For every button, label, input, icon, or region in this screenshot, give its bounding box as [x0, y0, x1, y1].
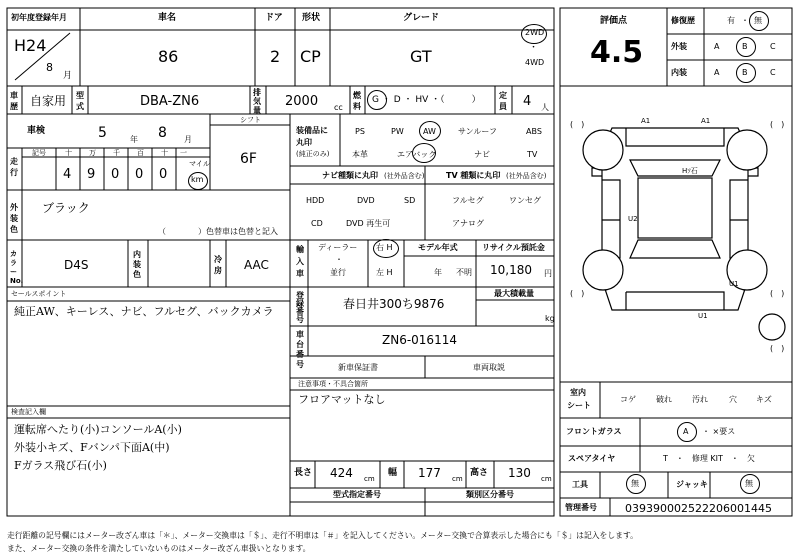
repair-label: 修復歴 — [671, 16, 695, 25]
equip-airbag: エアバック — [397, 150, 437, 159]
equip-sunroof: サンルーフ — [458, 127, 497, 136]
grade-value: GT — [410, 47, 432, 66]
tv-label: TV 種類に丸印 — [446, 171, 501, 180]
capacity-value: 4 — [523, 94, 532, 109]
first-reg-label: 初年度登録年月 — [11, 13, 67, 22]
km-unit: km — [191, 175, 204, 184]
navi-sd: SD — [404, 196, 416, 205]
navi-dvd: DVD — [357, 196, 375, 205]
damage-u1-rear: U1 — [698, 312, 708, 320]
tv-sub: (社外品含む) — [506, 172, 547, 180]
exterior-grade-label: 外装 — [671, 42, 687, 51]
mileage-label: 走行 — [10, 157, 18, 177]
equip-pw: PW — [391, 127, 404, 136]
shaken-year-unit: 年 — [130, 135, 138, 144]
max-load-label: 最大積載量 — [494, 289, 534, 298]
shaken-label: 車検 — [27, 126, 46, 136]
ext-grade-b: B — [742, 42, 748, 51]
capacity-unit: 人 — [541, 103, 549, 112]
int-grade-b: B — [742, 68, 748, 77]
import-dot: ・ — [335, 255, 343, 264]
door-label: ドア — [265, 13, 283, 23]
mileage-digit-3: 0 — [111, 167, 120, 182]
damage-a1-front-left: A1 — [641, 117, 651, 125]
model-value: DBA-ZN6 — [140, 94, 200, 109]
mile-label: マイル — [189, 160, 210, 168]
notes-label: 注意事項・不具合箇所 — [298, 380, 368, 388]
exterior-color: ブラック — [42, 201, 90, 215]
tire-fl-bracket: ( ) — [570, 120, 585, 129]
exterior-label: 外装色 — [10, 203, 18, 234]
tools-label: 工具 — [572, 480, 588, 489]
shaken-month: 8 — [158, 125, 167, 141]
grade-label: グレード — [403, 13, 440, 23]
inspector-line-3: Fガラス飛び石(小) — [14, 459, 107, 472]
inspector-line-1: 運転席へたり(小)コンソールA(小) — [14, 423, 182, 436]
shift-value: 6F — [240, 151, 257, 167]
chassis-label: 車台番号 — [296, 330, 304, 369]
tv-oneseg: ワンセグ — [509, 196, 541, 205]
digit-header-4: 百 — [137, 149, 144, 157]
navi-sub: (社外品含む) — [384, 172, 425, 180]
model-year-unit: 年 — [434, 268, 442, 277]
type-designation-label: 型式指定番号 — [333, 490, 381, 499]
capacity-label: 定員 — [499, 91, 507, 111]
car-name: 86 — [158, 47, 179, 66]
ext-grade-a: A — [714, 42, 720, 51]
max-load-kg: kg — [545, 314, 555, 323]
mileage-digit-4: 0 — [135, 167, 144, 182]
shaken-year: 5 — [98, 125, 107, 141]
shaken-month-unit: 月 — [184, 135, 192, 144]
usage-label: 車歴 — [10, 91, 18, 111]
length-unit: cm — [364, 475, 375, 483]
notes-text: フロアマットなし — [298, 393, 386, 406]
ac-value: AAC — [244, 258, 269, 272]
windshield-rest: ・ ×要ス — [702, 427, 736, 436]
interior-sheet-label-1: 室内 — [570, 388, 586, 397]
digit-header-5: 十 — [161, 149, 168, 157]
registration-number: 春日井300ち9876 — [343, 297, 445, 311]
sheet-burn: コゲ — [620, 395, 636, 404]
car-name-label: 車名 — [158, 13, 177, 23]
ac-label: 冷房 — [214, 255, 222, 275]
tire-fr-bracket: ( ) — [770, 120, 785, 129]
navi-hdd: HDD — [306, 196, 325, 205]
recycle-amount: 10,180 — [490, 263, 532, 277]
cc-unit: cc — [334, 103, 343, 112]
new-car-warranty: 新車保証書 — [338, 363, 378, 372]
model-year-label: モデル年式 — [418, 243, 458, 252]
shift-label: シフト — [240, 116, 261, 124]
height-unit: cm — [541, 475, 552, 483]
footer-note-1: 走行距離の記号欄にはメーター改ざん車は「＊」、メーター交換車は「＄」、走行不明車は「＃」を記入してください。メーター交換で合算表示した場合にも「＄」は記入をします。 — [7, 531, 638, 540]
equip-abs: ABS — [526, 127, 542, 136]
mileage-digit-2: 9 — [87, 167, 96, 182]
tv-analog: アナログ — [452, 219, 484, 228]
reg-month: 8 — [46, 61, 53, 74]
int-grade-a: A — [714, 68, 720, 77]
height-label: 高さ — [470, 468, 489, 478]
color-code: D4S — [64, 258, 89, 272]
interior-grade-label: 内装 — [671, 68, 687, 77]
chassis-number: ZN6-016114 — [382, 333, 457, 347]
mileage-digit-1: 4 — [63, 167, 72, 182]
jack-none: 無 — [745, 479, 753, 488]
length-label: 長さ — [294, 468, 313, 478]
vehicle-manual: 車両取説 — [473, 363, 505, 372]
mgmt-number-label: 管理番号 — [565, 503, 597, 512]
recycle-yen: 円 — [544, 269, 552, 278]
damage-u2: U2 — [628, 215, 638, 223]
equipment-label-3: (純正のみ) — [296, 150, 330, 158]
import-right: 右 H — [376, 243, 393, 252]
body-shape: CP — [300, 47, 321, 66]
windshield-label: フロントガラス — [566, 427, 622, 436]
interior-color-label: 内装色 — [133, 250, 141, 279]
sales-point-text: 純正AW、キーレス、ナビ、フルセグ、バックカメラ — [14, 305, 274, 318]
fuel-label: 燃料 — [353, 91, 361, 111]
windshield-a: A — [683, 427, 689, 436]
digit-header-3: 千 — [113, 149, 120, 157]
model-label: 型式 — [76, 91, 84, 111]
import-parallel: 並行 — [330, 268, 346, 277]
spare-tire-label: スペアタイヤ — [568, 454, 616, 463]
reg-era: H24 — [14, 36, 47, 55]
drive-dot: ・ — [529, 43, 539, 53]
navi-cd: CD — [311, 219, 323, 228]
int-grade-c: C — [770, 68, 776, 77]
damage-a1-front-right: A1 — [701, 117, 711, 125]
sales-point-label: セールスポイント — [11, 290, 67, 298]
sheet-hole: 穴 — [729, 395, 737, 404]
ext-grade-c: C — [770, 42, 776, 51]
import-label: 輸入車 — [296, 245, 304, 278]
fuel-options: G ・ D ・ HV ・（ ） — [372, 95, 481, 105]
import-left: 左 H — [376, 268, 393, 277]
reg-month-unit: 月 — [63, 71, 73, 81]
length-value: 424 — [330, 466, 353, 480]
repair-dot: ・ — [741, 16, 749, 25]
mileage-digit-5: 0 — [159, 167, 168, 182]
kigo-label: 記号 — [32, 149, 46, 157]
width-label: 幅 — [388, 468, 398, 478]
drive-4wd: 4WD — [525, 58, 545, 67]
model-year-unknown: 不明 — [456, 268, 472, 277]
sheet-stain: 汚れ — [692, 395, 708, 404]
sheet-tear: 破れ — [656, 395, 672, 404]
jack-label: ジャッキ — [676, 480, 708, 489]
drive-2wd: 2WD — [525, 28, 545, 37]
score-value: 4.5 — [590, 35, 644, 70]
displacement-value: 2000 — [285, 94, 319, 109]
import-dealer: ディーラー — [318, 243, 358, 252]
repair-none: 無 — [754, 16, 762, 25]
spare-tire-options: T ・ 修理 KIT ・ 欠 — [663, 454, 755, 463]
height-value: 130 — [508, 466, 531, 480]
score-label: 評価点 — [600, 16, 628, 26]
equip-ps: PS — [355, 127, 365, 136]
width-unit: cm — [452, 475, 463, 483]
equipment-label-1: 装備品に — [296, 126, 328, 135]
footer-note-2: また、メーター交換の条件を満たしていないものはメーター改ざん車扱いとなります。 — [7, 544, 311, 553]
inspector-label: 検査記入欄 — [11, 408, 46, 416]
displacement-label: 排気量 — [253, 88, 261, 115]
damage-u1: U1 — [729, 280, 739, 288]
equip-aw: AW — [423, 127, 436, 136]
shape-label: 形状 — [302, 13, 321, 23]
usage-value: 自家用 — [30, 94, 67, 108]
damage-hs: Hｿ石 — [682, 167, 698, 175]
tire-rl-bracket: ( ) — [570, 289, 585, 298]
inspector-line-2: 外装小キズ、Fバンパ下面A(中) — [14, 441, 170, 454]
sheet-scratch: キズ — [756, 395, 772, 404]
tools-none: 無 — [631, 479, 639, 488]
class-number-label: 類別区分番号 — [466, 490, 514, 499]
equip-navi: ナビ — [474, 150, 490, 159]
recycle-label: リサイクル預託金 — [482, 243, 545, 252]
spare-bracket: ( ) — [770, 344, 785, 353]
repair-yes: 有 — [727, 16, 735, 25]
equip-tv: TV — [527, 150, 538, 159]
color-code-label: カラーNo. — [10, 250, 24, 285]
mgmt-number: 039390002522206001445 — [625, 502, 772, 515]
width-value: 177 — [418, 466, 441, 480]
exterior-note: （ ）色替車は色替と記入 — [158, 227, 278, 236]
navi-label: ナビ種類に丸印 — [322, 171, 378, 180]
tv-fullseg: フルセグ — [452, 196, 484, 205]
interior-sheet-label-2: シート — [567, 401, 591, 410]
digit-header-1: 十 — [65, 149, 72, 157]
digit-header-2: 万 — [89, 149, 96, 157]
navi-dvd-play: DVD 再生可 — [346, 219, 391, 228]
equip-leather: 本革 — [352, 150, 368, 159]
equipment-label-2: 丸印 — [296, 138, 312, 147]
registration-label: 登録番号 — [296, 291, 304, 324]
tire-rr-bracket: ( ) — [770, 289, 785, 298]
door-count: 2 — [270, 47, 281, 66]
digit-header-6: 一 — [180, 149, 187, 157]
